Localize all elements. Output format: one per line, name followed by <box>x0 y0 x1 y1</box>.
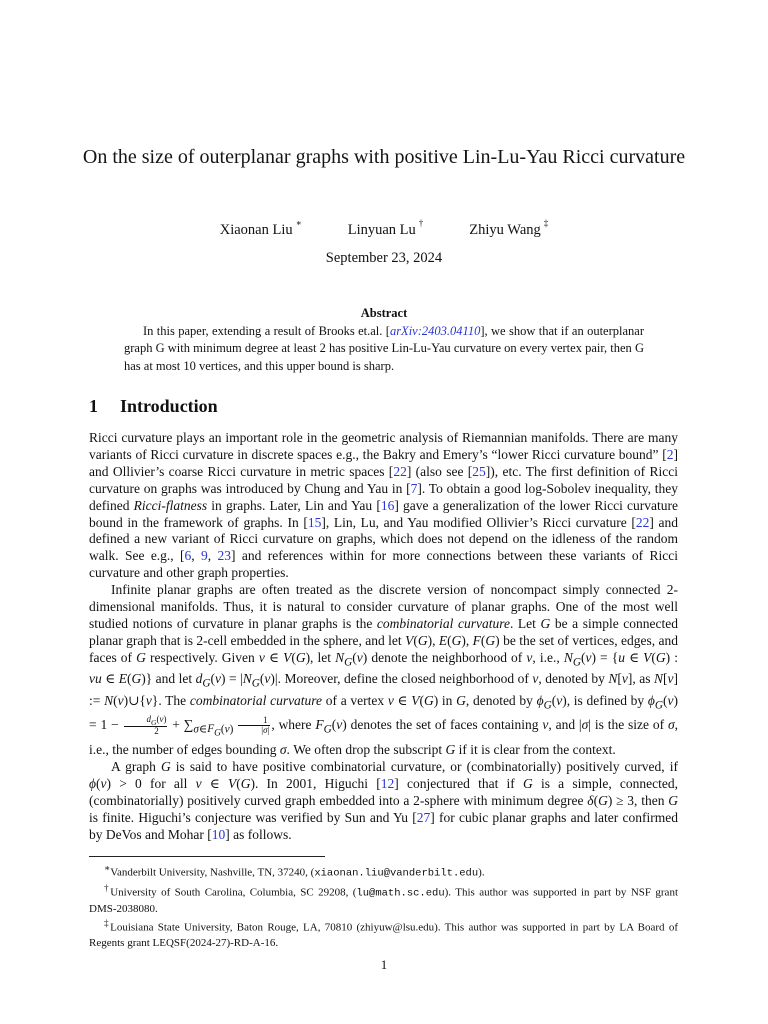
footnote-text: ). <box>478 866 485 879</box>
paragraph: A graph G is said to have positive combinatorial curvature, or (combinatorially) positively curved, if ϕ(v) > 0 for all v ∈ V(G). In 2001, Higuchi [12] conjectured that if G is a simple, connected, (combinatorially) positively curved graph embedded into a 2-sphere with minimum degree δ(G) ≥ 3, then G is finite. Higuchi’s conjecture was verified by Sun and Yu [27] for cubic planar graphs and later confirmed by DeVos and Mohar [10] as follows. <box>89 759 679 842</box>
footnote-text: Louisiana State University, Baton Rouge, LA, 70810 (zhiyuw@lsu.edu). This author was supported in part by LA Board of Regents grant LEQSF(2024-27)-RD-A-16. <box>89 922 678 949</box>
citation-link[interactable]: 10 <box>211 826 226 842</box>
footnote-mark: † <box>418 218 424 228</box>
footnote-mark: ∗ <box>295 218 302 228</box>
citation-link[interactable]: 15 <box>307 514 322 530</box>
arxiv-link[interactable]: arXiv:2403.04110 <box>389 324 481 338</box>
email-address: lu@math.sc.edu <box>356 888 445 901</box>
citation-link[interactable]: 6 <box>184 548 192 564</box>
paper-date: September 23, 2024 <box>325 250 443 266</box>
footnote-2 <box>89 881 678 916</box>
author-name: Zhiyu Wang <box>469 221 541 238</box>
citation-link[interactable]: 9 <box>201 548 208 564</box>
citation-link[interactable]: 25 <box>472 463 486 479</box>
footnote-3 <box>89 916 678 950</box>
footnotes <box>89 861 678 950</box>
citation-link[interactable]: 16 <box>380 497 395 513</box>
paper-title: On the size of outerplanar graphs with positive Lin-Lu-Yau Ricci curvature <box>82 146 686 168</box>
footnote-mark: ∗ <box>104 863 111 873</box>
section-heading <box>89 395 218 417</box>
paragraph: Ricci curvature plays an important role in the geometric analysis of Riemannian manifolds. There are many variants of Ricci curvature in discrete spaces e.g., the Bakry and Emery’s “lower Ricci curvature bound” [2] and Ollivier’s coarse Ricci curvature in metric spaces [22] (also see [25]), etc. The first definition of Ricci curvature on graphs was introduced by Chung and Yau in [7]. To obtain a good log-Sobolev inequality, they defined Ricci-flatness in graphs. Later, Lin and Yau [16] gave a generalization of the lower Ricci curvature bound in the framework of graphs. In [15], Lin, Lu, and Yau modified Ollivier’s Ricci curvature [22] and defined a new variant of Ricci curvature on graphs, which does not depend on the idleness of the random walk. See e.g., [6, 9, 23] and references within for more connections between these variants of Ricci curvature and other graph properties. <box>89 430 678 581</box>
abstract-heading: Abstract <box>360 306 408 320</box>
footnote-text: Vanderbilt University, Nashville, TN, 37240, ( <box>110 866 315 879</box>
paragraph: Infinite planar graphs are often treated as the discrete version of noncompact simply connected 2-dimensional manifolds. Thus, it is natural to consider curvature of planar graphs. One of the most well studied notions of curvature in planar graphs is the combinatorial curvature. Let G be a simple connected planar graph that is 2-cell embedded in the sphere, and let V(G), E(G), F(G) be the set of vertices, edges, and faces of G respectively. Given v ∈ V(G), let $N_G(v)$ denote the neighborhood of v, i.e., $N_G(v) = \{u$ ∈ V(G) : vu ∈ E(G)} and let $d_G(v) = |N_G(v)|$. Moreover, define the closed neighborhood of v, denoted by N[v], as N[v] := N(v)∪{v}. The combinatorial curvature of a vertex v ∈ V(G) in G, denoted by $\phi_G(v)$, is defined by $\phi_G(v) = 1$ − $\frac{d_G(v)}{2}$ + $\sum_{\sigma\in F_G(v)}$ $\frac{1}{|\sigma|}$ , where $F_G(v)$ denotes the set of faces containing v, and |σ| is the size of σ, i.e., the number of edges bounding σ. We often drop the subscript G if it is clear from the context. <box>89 582 679 758</box>
citation-link[interactable]: 22 <box>635 514 650 530</box>
citation-link[interactable]: 7 <box>410 480 418 496</box>
footnote-mark: † <box>104 883 111 894</box>
page-number: 1 <box>380 957 388 972</box>
citation-link[interactable]: 12 <box>380 776 395 792</box>
citation-link[interactable]: 23 <box>217 548 232 564</box>
author-name: Xiaonan Liu <box>219 221 293 238</box>
footnote-text: University of South Carolina, Columbia, SC 29208, ( <box>110 887 357 900</box>
section-number: 1 <box>89 396 98 416</box>
author-2 <box>348 216 424 239</box>
footnote-mark: ‡ <box>104 918 111 929</box>
citation-link[interactable]: 22 <box>393 463 407 479</box>
citation-link[interactable]: 2 <box>666 446 674 462</box>
author-name: Linyuan Lu <box>347 221 416 238</box>
email-address: xiaonan.liu@vanderbilt.edu <box>314 867 479 880</box>
footnote-divider <box>89 856 325 857</box>
footnote-mark: ‡ <box>543 218 549 228</box>
author-1 <box>220 216 302 239</box>
footnote-text: ). This author was supported in part by NSF grant DMS-2038080. <box>89 887 678 915</box>
abstract-part: In this paper, extending a result of Brooks et.al. [ <box>143 324 390 338</box>
abstract-text <box>124 323 644 375</box>
author-3 <box>469 216 548 239</box>
author-list <box>0 216 768 239</box>
abstract-part: ], we show that if an outerplanar graph G with minimum degree at least 2 has positive Lin-Lu-Yau curvature on every vertex pair, then G has at most 10 vertices, and this upper bound is sharp. <box>124 324 644 373</box>
footnote-1 <box>89 861 678 881</box>
section-title: Introduction <box>120 396 218 416</box>
body-text <box>89 430 678 844</box>
citation-link[interactable]: 27 <box>416 810 431 826</box>
